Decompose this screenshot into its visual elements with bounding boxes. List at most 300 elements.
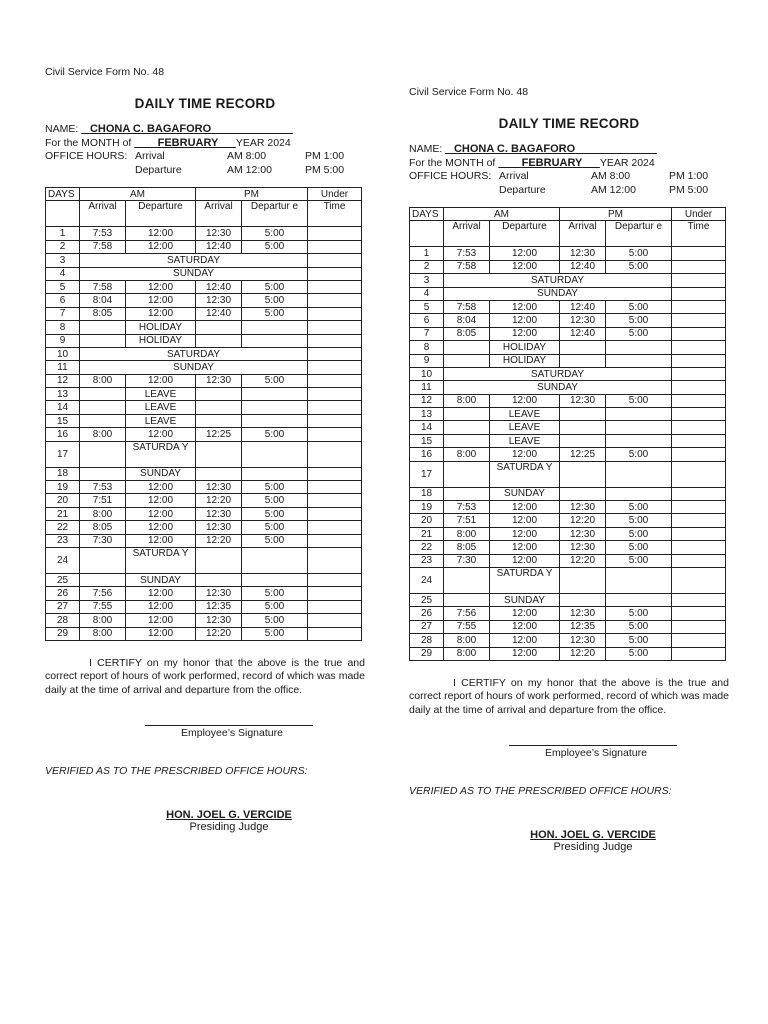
am-arrival-cell — [444, 593, 490, 606]
am-arrival-cell: 7:30 — [444, 554, 490, 567]
day-number-cell: 26 — [410, 607, 444, 620]
undertime-cell — [672, 647, 726, 660]
header-am-departure: Departure — [490, 221, 560, 247]
day-number-cell: 20 — [410, 514, 444, 527]
day-number-cell: 19 — [410, 501, 444, 514]
pm-departure-cell — [242, 321, 308, 334]
am-arrival-cell — [80, 547, 126, 573]
year-label: YEAR 2024 — [235, 136, 291, 149]
undertime-cell — [308, 534, 362, 547]
day-number-cell: 12 — [410, 394, 444, 407]
am-departure-cell: SATURDA Y — [126, 547, 196, 573]
am-arrival-cell: 8:00 — [80, 614, 126, 627]
day-number-cell: 8 — [46, 321, 80, 334]
am-departure-cell: 12:00 — [126, 428, 196, 441]
am-departure-cell: 12:00 — [126, 280, 196, 293]
am-arrival-cell — [444, 341, 490, 354]
pm-arrival-cell: 12:35 — [560, 620, 606, 633]
form-number: Civil Service Form No. 48 — [45, 66, 165, 78]
undertime-cell — [672, 527, 726, 540]
undertime-cell — [308, 547, 362, 573]
undertime-cell — [672, 461, 726, 487]
time-record-table — [409, 207, 726, 661]
pm-departure-cell — [606, 354, 672, 367]
undertime-cell — [308, 280, 362, 293]
am-arrival-cell: 8:05 — [80, 521, 126, 534]
judge-name: HON. JOEL G. VERCIDE — [530, 829, 656, 842]
pm-departure-time: PM 5:00 — [305, 163, 345, 176]
undertime-cell — [308, 627, 362, 640]
office-hours-departure-line — [409, 184, 729, 198]
name-line — [45, 123, 365, 137]
day-number-cell: 28 — [410, 634, 444, 647]
form-number: Civil Service Form No. 48 — [409, 86, 529, 98]
office-hours-label: OFFICE HOURS: — [409, 170, 492, 182]
day-number-cell: 25 — [410, 593, 444, 606]
pm-arrival-cell — [196, 388, 242, 401]
header-pm-arrival: Arrival — [196, 201, 242, 227]
am-departure-cell: 12:00 — [490, 300, 560, 313]
am-arrival-cell — [444, 567, 490, 593]
pm-arrival-cell: 12:20 — [196, 494, 242, 507]
day-number-cell: 19 — [46, 481, 80, 494]
am-arrival-cell: 7:51 — [444, 514, 490, 527]
am-departure-cell: 12:00 — [126, 307, 196, 320]
am-arrival-cell: 7:58 — [80, 280, 126, 293]
pm-departure-cell — [606, 341, 672, 354]
office-hours-arrival-line — [409, 170, 729, 184]
pm-departure-cell — [242, 467, 308, 480]
undertime-cell — [672, 260, 726, 273]
pm-departure-cell: 5:00 — [606, 554, 672, 567]
pm-departure-cell: 5:00 — [606, 314, 672, 327]
dtr-form-right — [409, 86, 729, 853]
undertime-cell — [672, 448, 726, 461]
table-row — [46, 414, 362, 427]
am-departure-cell: LEAVE — [126, 388, 196, 401]
table-row — [410, 541, 726, 554]
undertime-cell — [672, 394, 726, 407]
am-arrival-cell — [444, 354, 490, 367]
undertime-cell — [308, 334, 362, 347]
table-row — [410, 367, 726, 380]
day-number-cell: 15 — [46, 414, 80, 427]
am-departure-cell: 12:00 — [490, 247, 560, 260]
day-number-cell: 8 — [410, 341, 444, 354]
pm-departure-cell: 5:00 — [242, 280, 308, 293]
table-row — [46, 374, 362, 387]
pm-arrival-cell — [560, 408, 606, 421]
pm-departure-cell: 5:00 — [606, 394, 672, 407]
undertime-cell — [672, 541, 726, 554]
undertime-cell — [308, 321, 362, 334]
pm-departure-cell — [242, 441, 308, 467]
pm-departure-cell — [242, 414, 308, 427]
day-number-cell: 17 — [46, 441, 80, 467]
am-departure-cell: 12:00 — [490, 541, 560, 554]
table-row — [46, 267, 362, 280]
pm-arrival-cell: 12:30 — [560, 527, 606, 540]
am-arrival-cell: 8:00 — [80, 374, 126, 387]
am-arrival-cell: 7:53 — [80, 227, 126, 240]
day-number-cell: 10 — [46, 347, 80, 360]
table-row — [46, 307, 362, 320]
signature-line — [145, 725, 313, 726]
table-row — [46, 280, 362, 293]
weekend-cell: SATURDAY — [80, 254, 308, 267]
month-line — [409, 157, 729, 171]
table-row — [46, 467, 362, 480]
undertime-cell — [672, 381, 726, 394]
pm-arrival-cell: 12:40 — [196, 280, 242, 293]
am-departure-cell: LEAVE — [490, 434, 560, 447]
table-row — [46, 428, 362, 441]
pm-departure-cell: 5:00 — [606, 300, 672, 313]
table-row — [46, 494, 362, 507]
pm-arrival-cell: 12:30 — [560, 607, 606, 620]
undertime-cell — [308, 374, 362, 387]
undertime-cell — [672, 421, 726, 434]
am-departure-cell: SUNDAY — [126, 573, 196, 586]
month-label: For the MONTH of — [409, 156, 496, 169]
am-departure-cell: 12:00 — [126, 587, 196, 600]
day-number-cell: 7 — [410, 327, 444, 340]
pm-departure-cell: 5:00 — [606, 527, 672, 540]
am-arrival-cell — [444, 461, 490, 487]
table-row — [46, 240, 362, 253]
pm-departure-cell: 5:00 — [606, 541, 672, 554]
table-row — [410, 314, 726, 327]
table-row — [46, 614, 362, 627]
pm-departure-cell: 5:00 — [242, 374, 308, 387]
table-row — [410, 448, 726, 461]
am-departure-cell: 12:00 — [126, 494, 196, 507]
undertime-cell — [308, 361, 362, 374]
pm-arrival-cell — [560, 434, 606, 447]
day-number-cell: 26 — [46, 587, 80, 600]
pm-departure-cell: 5:00 — [606, 634, 672, 647]
am-departure-cell: SATURDA Y — [490, 461, 560, 487]
day-number-cell: 17 — [410, 461, 444, 487]
undertime-cell — [308, 414, 362, 427]
pm-departure-cell: 5:00 — [242, 521, 308, 534]
am-arrival-cell: 8:05 — [444, 541, 490, 554]
undertime-cell — [308, 401, 362, 414]
am-arrival-cell — [80, 441, 126, 467]
undertime-cell — [672, 620, 726, 633]
am-departure-cell: LEAVE — [490, 408, 560, 421]
certification-text: I CERTIFY on my honor that the above is the true and correct report of hours of work performed, record of which was made daily at the time of arrival and departure from the office. — [409, 676, 729, 716]
undertime-cell — [308, 388, 362, 401]
pm-arrival-cell: 12:40 — [196, 240, 242, 253]
undertime-cell — [672, 247, 726, 260]
undertime-cell — [672, 341, 726, 354]
table-row — [46, 534, 362, 547]
day-number-cell: 12 — [46, 374, 80, 387]
am-departure-cell: 12:00 — [490, 607, 560, 620]
undertime-cell — [308, 227, 362, 240]
pm-departure-cell: 5:00 — [242, 600, 308, 613]
am-departure-cell: 12:00 — [126, 614, 196, 627]
certification-text: I CERTIFY on my honor that the above is the true and correct report of hours of work performed, record of which was made daily at the time of arrival and departure from the office. — [45, 656, 365, 696]
am-departure-cell: SATURDA Y — [490, 567, 560, 593]
undertime-cell — [672, 300, 726, 313]
am-departure-cell: SUNDAY — [126, 467, 196, 480]
table-row — [46, 347, 362, 360]
table-row — [410, 567, 726, 593]
pm-departure-cell: 5:00 — [242, 294, 308, 307]
day-number-cell: 16 — [46, 428, 80, 441]
day-number-cell: 21 — [46, 507, 80, 520]
table-row — [410, 327, 726, 340]
am-departure-cell: HOLIDAY — [490, 341, 560, 354]
table-row — [46, 507, 362, 520]
pm-departure-cell — [606, 434, 672, 447]
am-departure-cell: 12:00 — [490, 327, 560, 340]
day-number-cell: 18 — [410, 487, 444, 500]
pm-arrival-cell — [560, 487, 606, 500]
am-arrival-cell: 8:00 — [80, 428, 126, 441]
am-departure-cell: LEAVE — [126, 414, 196, 427]
am-arrival-cell: 8:00 — [444, 394, 490, 407]
day-number-cell: 11 — [46, 361, 80, 374]
pm-arrival-cell — [560, 421, 606, 434]
pm-arrival-cell — [196, 321, 242, 334]
pm-departure-cell: 5:00 — [242, 534, 308, 547]
pm-arrival-cell: 12:30 — [196, 294, 242, 307]
am-arrival-cell: 7:53 — [444, 247, 490, 260]
day-number-cell: 2 — [410, 260, 444, 273]
am-departure-cell: SUNDAY — [490, 593, 560, 606]
table-row — [410, 647, 726, 660]
pm-arrival-cell: 12:30 — [560, 394, 606, 407]
am-arrival-cell: 8:00 — [80, 507, 126, 520]
weekend-cell: SATURDAY — [444, 274, 672, 287]
day-number-cell: 24 — [410, 567, 444, 593]
table-row — [410, 461, 726, 487]
am-arrival-time: AM 8:00 — [591, 170, 631, 182]
am-departure-cell: 12:00 — [490, 634, 560, 647]
day-number-cell: 13 — [410, 408, 444, 421]
pm-arrival-cell — [196, 467, 242, 480]
day-number-cell: 4 — [46, 267, 80, 280]
am-departure-cell: SUNDAY — [490, 487, 560, 500]
undertime-cell — [672, 554, 726, 567]
am-arrival-cell: 8:00 — [444, 527, 490, 540]
undertime-cell — [308, 521, 362, 534]
day-number-cell: 27 — [410, 620, 444, 633]
table-row — [410, 501, 726, 514]
header-time: Time — [308, 201, 362, 227]
time-record-table — [45, 187, 362, 641]
undertime-cell — [672, 501, 726, 514]
am-departure-cell: 12:00 — [126, 600, 196, 613]
am-departure-cell: 12:00 — [126, 374, 196, 387]
weekend-cell: SUNDAY — [444, 287, 672, 300]
undertime-cell — [308, 573, 362, 586]
departure-label: Departure — [499, 183, 546, 196]
pm-arrival-cell — [560, 354, 606, 367]
day-number-cell: 22 — [410, 541, 444, 554]
day-number-cell: 21 — [410, 527, 444, 540]
day-number-cell: 27 — [46, 600, 80, 613]
pm-arrival-time: PM 1:00 — [305, 150, 345, 162]
pm-departure-cell: 5:00 — [606, 620, 672, 633]
undertime-cell — [672, 287, 726, 300]
day-number-cell: 7 — [46, 307, 80, 320]
table-row — [46, 361, 362, 374]
am-departure-cell: HOLIDAY — [490, 354, 560, 367]
pm-departure-cell: 5:00 — [606, 448, 672, 461]
pm-arrival-cell — [196, 441, 242, 467]
departure-label: Departure — [135, 163, 182, 176]
header-days: DAYS — [46, 188, 80, 201]
undertime-cell — [308, 467, 362, 480]
pm-departure-cell: 5:00 — [242, 587, 308, 600]
am-departure-cell: 12:00 — [126, 521, 196, 534]
verified-statement: VERIFIED AS TO THE PRESCRIBED OFFICE HOURS: — [409, 785, 672, 798]
day-number-cell: 20 — [46, 494, 80, 507]
day-number-cell: 6 — [410, 314, 444, 327]
am-departure-cell: 12:00 — [126, 534, 196, 547]
day-number-cell: 14 — [46, 401, 80, 414]
pm-arrival-cell — [196, 334, 242, 347]
am-departure-cell: 12:00 — [490, 260, 560, 273]
pm-arrival-cell — [560, 567, 606, 593]
undertime-cell — [308, 267, 362, 280]
table-row — [410, 274, 726, 287]
pm-arrival-cell — [560, 593, 606, 606]
am-arrival-cell — [80, 401, 126, 414]
office-hours-arrival-line — [45, 150, 365, 164]
pm-departure-cell: 5:00 — [606, 247, 672, 260]
pm-departure-cell: 5:00 — [242, 240, 308, 253]
name-label: NAME: — [409, 143, 443, 155]
pm-arrival-cell: 12:30 — [560, 541, 606, 554]
undertime-cell — [308, 307, 362, 320]
am-departure-cell: 12:00 — [490, 514, 560, 527]
pm-arrival-cell: 12:20 — [560, 514, 606, 527]
form-title: DAILY TIME RECORD — [498, 116, 640, 131]
undertime-cell — [308, 254, 362, 267]
day-number-cell: 18 — [46, 467, 80, 480]
am-departure-cell: 12:00 — [490, 527, 560, 540]
pm-departure-cell: 5:00 — [606, 327, 672, 340]
pm-arrival-cell: 12:30 — [560, 501, 606, 514]
day-number-cell: 28 — [46, 614, 80, 627]
day-number-cell: 3 — [410, 274, 444, 287]
header-pm-departure: Departur e — [606, 221, 672, 247]
table-row — [410, 247, 726, 260]
am-departure-cell: 12:00 — [490, 394, 560, 407]
pm-departure-cell: 5:00 — [606, 501, 672, 514]
pm-arrival-cell: 12:20 — [196, 534, 242, 547]
table-row — [46, 388, 362, 401]
undertime-cell — [672, 327, 726, 340]
table-row — [46, 600, 362, 613]
day-number-cell: 4 — [410, 287, 444, 300]
employee-signature-label: Employee’s Signature — [545, 747, 647, 760]
pm-arrival-cell: 12:25 — [196, 428, 242, 441]
am-arrival-cell — [444, 434, 490, 447]
pm-departure-cell: 5:00 — [242, 494, 308, 507]
table-row — [410, 341, 726, 354]
signature-line — [509, 745, 677, 746]
pm-arrival-cell: 12:30 — [196, 587, 242, 600]
header-am: AM — [444, 208, 560, 221]
am-arrival-cell: 7:53 — [80, 481, 126, 494]
undertime-cell — [672, 634, 726, 647]
month-value: FEBRUARY — [521, 156, 583, 169]
pm-departure-cell: 5:00 — [242, 614, 308, 627]
undertime-cell — [308, 507, 362, 520]
pm-departure-cell: 5:00 — [606, 514, 672, 527]
am-departure-cell: LEAVE — [126, 401, 196, 414]
employee-name: CHONA C. BAGAFORO — [89, 123, 212, 135]
undertime-cell — [308, 240, 362, 253]
arrival-label: Arrival — [135, 150, 165, 162]
am-departure-cell: 12:00 — [490, 647, 560, 660]
table-row — [410, 634, 726, 647]
am-arrival-cell: 7:55 — [80, 600, 126, 613]
table-row — [46, 627, 362, 640]
table-row — [410, 514, 726, 527]
table-row — [410, 421, 726, 434]
am-arrival-cell: 7:56 — [444, 607, 490, 620]
undertime-cell — [308, 587, 362, 600]
arrival-label: Arrival — [499, 170, 529, 182]
am-arrival-cell: 8:04 — [80, 294, 126, 307]
weekend-cell: SUNDAY — [444, 381, 672, 394]
am-arrival-cell — [80, 334, 126, 347]
table-row — [410, 381, 726, 394]
pm-arrival-cell: 12:40 — [560, 300, 606, 313]
am-arrival-cell: 7:56 — [80, 587, 126, 600]
pm-departure-cell: 5:00 — [242, 428, 308, 441]
undertime-cell — [672, 487, 726, 500]
table-row — [46, 321, 362, 334]
am-departure-cell: 12:00 — [490, 501, 560, 514]
table-row — [46, 573, 362, 586]
day-number-cell: 13 — [46, 388, 80, 401]
pm-arrival-cell: 12:30 — [196, 481, 242, 494]
am-departure-cell: LEAVE — [490, 421, 560, 434]
table-row — [410, 354, 726, 367]
pm-departure-cell — [242, 573, 308, 586]
header-pm-arrival: Arrival — [560, 221, 606, 247]
pm-departure-cell — [242, 334, 308, 347]
pm-arrival-cell: 12:20 — [196, 627, 242, 640]
pm-departure-cell — [242, 401, 308, 414]
pm-arrival-cell — [196, 573, 242, 586]
judge-name: HON. JOEL G. VERCIDE — [166, 809, 292, 822]
am-departure-time: AM 12:00 — [591, 183, 636, 196]
pm-departure-cell: 5:00 — [242, 481, 308, 494]
verified-statement: VERIFIED AS TO THE PRESCRIBED OFFICE HOURS: — [45, 765, 308, 778]
table-row — [46, 227, 362, 240]
table-row — [46, 481, 362, 494]
day-number-cell: 5 — [46, 280, 80, 293]
day-number-cell: 11 — [410, 381, 444, 394]
day-number-cell: 14 — [410, 421, 444, 434]
pm-departure-cell — [242, 388, 308, 401]
undertime-cell — [672, 607, 726, 620]
undertime-cell — [308, 347, 362, 360]
day-number-cell: 3 — [46, 254, 80, 267]
undertime-cell — [672, 408, 726, 421]
office-hours-label: OFFICE HOURS: — [45, 150, 128, 162]
pm-departure-cell — [606, 408, 672, 421]
